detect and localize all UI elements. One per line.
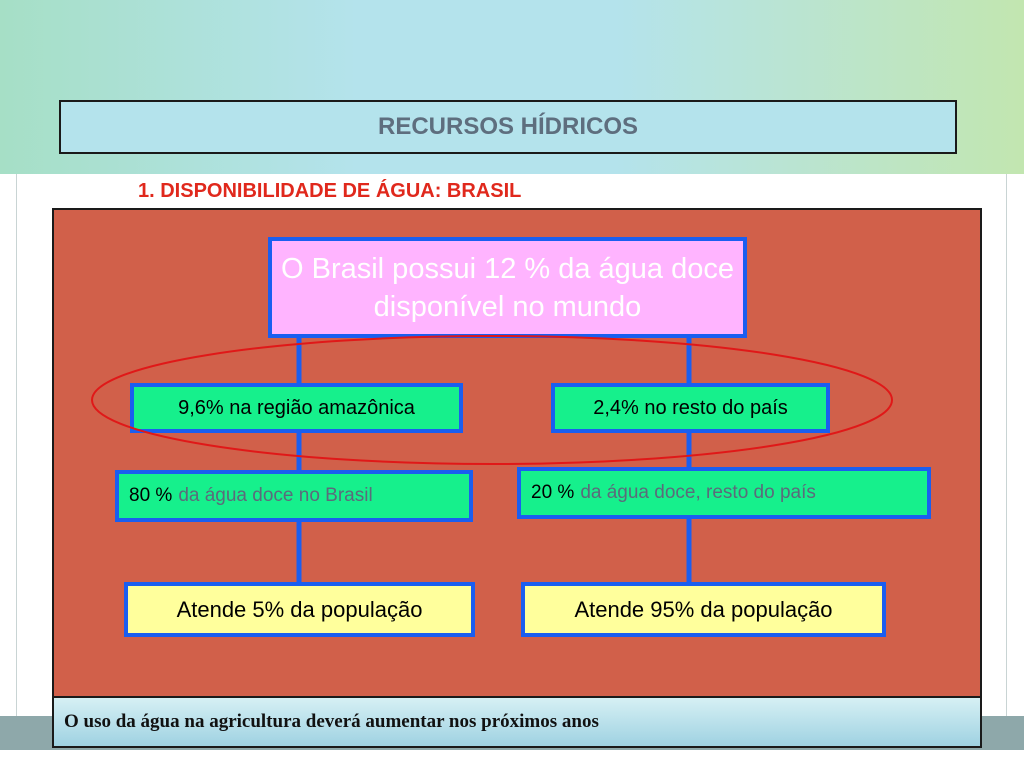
node-amazon-share-text: 9,6% na região amazônica [178,396,415,419]
node-20-percent-value: 20 % [531,482,575,503]
slide-title-text: RECURSOS HÍDRICOS [377,113,639,140]
node-95-population-text: Atende 95% da população [574,596,833,622]
caption-text: O uso da água na agricultura deverá aumentar nos próximos anos [64,711,599,732]
node-80-percent-text: da água doce no Brasil [178,485,373,506]
node-rest-share-text: 2,4% no resto do país [593,396,788,419]
node-5-population-text: Atende 5% da população [176,596,423,622]
caption-box [52,696,982,748]
section-subtitle: 1. DISPONIBILIDADE DE ÁGUA: BRASIL [138,180,522,202]
node-20-percent-text: da água doce, resto do país [580,482,816,503]
node-brazil-water-text: O Brasil possui 12 % da água doce disponível no mundo [281,252,734,323]
node-80-percent-value: 80 % [129,485,173,506]
highlight-ellipse [92,336,892,464]
